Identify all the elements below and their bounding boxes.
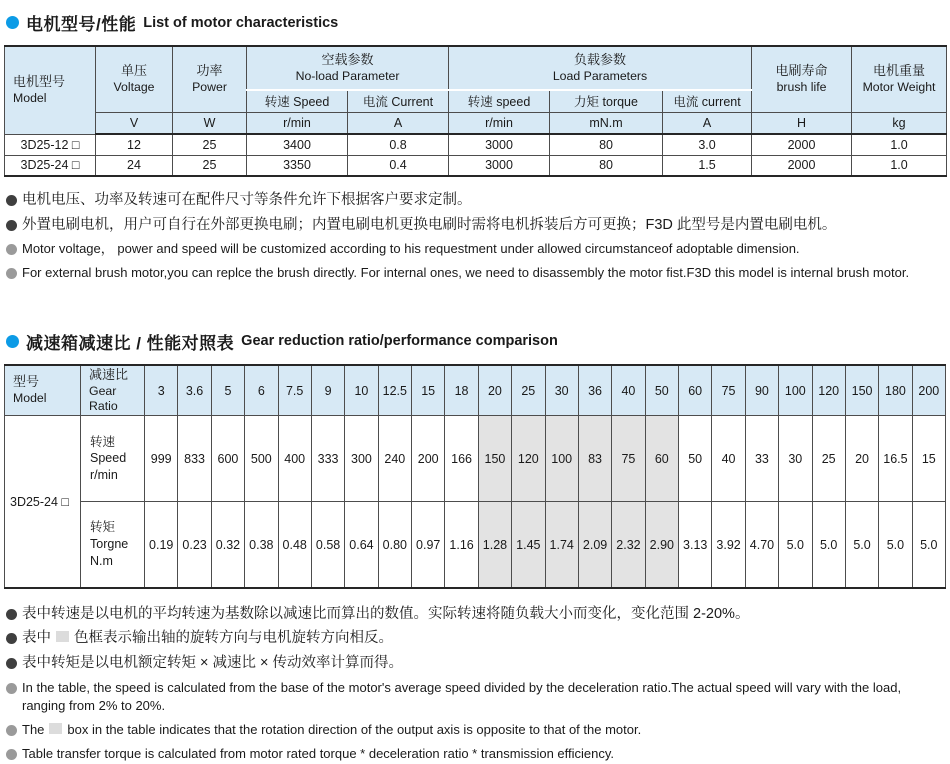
gray-bullet-icon [6, 683, 17, 694]
power-cell: 25 [173, 155, 247, 176]
gray-box-swatch [56, 631, 69, 642]
speed-value-cell: 15 [912, 416, 945, 502]
speed-value-cell: 999 [145, 416, 178, 502]
speed-value-cell: 25 [812, 416, 845, 502]
torque-value-cell: 5.0 [845, 502, 878, 588]
speed-value-cell: 16.5 [879, 416, 912, 502]
unit-voltage: V [96, 112, 173, 134]
torque-value-cell: 1.28 [478, 502, 511, 588]
torque-value-cell: 5.0 [779, 502, 812, 588]
ratio-col-header-120: 120 [812, 365, 845, 416]
dark-bullet-icon [6, 195, 17, 206]
section1-notes [6, 191, 946, 283]
gray-bullet-icon [6, 725, 17, 736]
note-line [6, 191, 946, 211]
speed-value-cell: 200 [412, 416, 445, 502]
gray-bullet-icon [6, 244, 17, 255]
torque-value-cell: 3.92 [712, 502, 745, 588]
load-speed-cell: 3000 [449, 134, 550, 155]
torque-value-cell: 5.0 [879, 502, 912, 588]
unit-noload-current: A [348, 112, 449, 134]
dark-bullet-icon [6, 658, 17, 669]
gray-box-swatch [49, 723, 62, 734]
torque-value-cell: 5.0 [812, 502, 845, 588]
torque-value-cell: 0.23 [178, 502, 211, 588]
section1-title-zh: 电机型号/性能 [26, 15, 137, 34]
col-header-motor-weight: 电机重量 Motor Weight [852, 46, 947, 112]
ratio-col-header-15: 15 [412, 365, 445, 416]
load-torque-cell: 80 [550, 155, 663, 176]
speed-value-cell: 75 [612, 416, 645, 502]
blue-bullet-icon [6, 335, 19, 348]
col-header-voltage: 单压 Voltage [96, 46, 173, 112]
ratio-col-header-60: 60 [679, 365, 712, 416]
speed-value-cell: 300 [345, 416, 378, 502]
noload-speed-cell: 3350 [247, 155, 348, 176]
load-current-cell: 3.0 [663, 134, 752, 155]
torque-value-cell: 1.45 [512, 502, 545, 588]
ratio-col-header-150: 150 [845, 365, 878, 416]
load-current-cell: 1.5 [663, 155, 752, 176]
speed-value-cell: 33 [745, 416, 778, 502]
load-speed-cell: 3000 [449, 155, 550, 176]
note-text: Table transfer torque is calculated from motor rated torque * deceleration ratio * transmission efficiency. [22, 746, 615, 762]
ratio-col-header-200: 200 [912, 365, 945, 416]
torque-value-cell: 2.09 [578, 502, 611, 588]
table-row [5, 134, 947, 155]
speed-value-cell: 83 [578, 416, 611, 502]
col-header-model2: 型号 Model [5, 365, 81, 416]
torque-value-cell: 1.74 [545, 502, 578, 588]
ratio-col-header-3.6: 3.6 [178, 365, 211, 416]
note-line [6, 240, 946, 259]
dark-bullet-icon [6, 609, 17, 620]
note-text: In the table, the speed is calculated from the base of the motor's average speed divided by the deceleration ratio.The actual speed will vary with the load, ranging from 2% to 20%. [22, 679, 902, 714]
torque-value-cell: 0.48 [278, 502, 311, 588]
ratio-col-header-25: 25 [512, 365, 545, 416]
voltage-cell: 12 [96, 134, 173, 155]
table-row [5, 155, 947, 176]
gear-reduction-table [4, 364, 946, 589]
speed-value-cell: 400 [278, 416, 311, 502]
speed-value-cell: 120 [512, 416, 545, 502]
torque-value-cell: 0.97 [412, 502, 445, 588]
note-line [6, 745, 946, 764]
note-text: 表中转速是以电机的平均转速为基数除以减速比而算出的数值。实际转速将随负载大小而变化，变化范围 2-20%。 [22, 605, 750, 622]
torque-value-cell: 5.0 [912, 502, 945, 588]
ratio-col-header-30: 30 [545, 365, 578, 416]
torque-row [5, 502, 946, 588]
noload-speed-cell: 3400 [247, 134, 348, 155]
unit-load-speed: r/min [449, 112, 550, 134]
torque-row-label: 转矩 Torgne N.m [81, 502, 145, 588]
section2-title [6, 329, 946, 354]
brush-life-cell: 2000 [752, 134, 852, 155]
ratio-col-header-100: 100 [779, 365, 812, 416]
model-cell: 3D25-12 □ [5, 134, 96, 155]
motor-weight-cell: 1.0 [852, 155, 947, 176]
model-cell: 3D25-24 □ [5, 155, 96, 176]
torque-value-cell: 0.19 [145, 502, 178, 588]
dark-bullet-icon [6, 633, 17, 644]
power-cell: 25 [173, 134, 247, 155]
speed-value-cell: 30 [779, 416, 812, 502]
torque-value-cell: 2.90 [645, 502, 678, 588]
note-text: 表中转矩是以电机额定转矩 × 减速比 × 传动效率计算而得。 [22, 655, 404, 672]
ratio-col-header-10: 10 [345, 365, 378, 416]
note-line [6, 721, 946, 740]
speed-value-cell: 100 [545, 416, 578, 502]
noload-current-cell: 0.4 [348, 155, 449, 176]
note-line [6, 679, 946, 717]
subheader-load-current: 电流 current [663, 90, 752, 112]
torque-value-cell: 1.16 [445, 502, 478, 588]
ratio-col-header-20: 20 [478, 365, 511, 416]
group-header-load: 负载参数 Load Parameters [449, 46, 752, 90]
speed-value-cell: 60 [645, 416, 678, 502]
ratio-col-header-3: 3 [145, 365, 178, 416]
note-text: Motor voltage， power and speed will be customized according to his requestment under allowed circumstanceof adoptable dimension. [22, 241, 800, 257]
subheader-load-speed: 转速 speed [449, 90, 550, 112]
load-torque-cell: 80 [550, 134, 663, 155]
note-line [6, 629, 946, 649]
speed-value-cell: 333 [311, 416, 344, 502]
ratio-col-header-36: 36 [578, 365, 611, 416]
subheader-load-torque: 力矩 torque [550, 90, 663, 112]
voltage-cell: 24 [96, 155, 173, 176]
speed-value-cell: 40 [712, 416, 745, 502]
blue-bullet-icon [6, 16, 19, 29]
speed-row [5, 416, 946, 502]
note-text: 电机电压、功率及转速可在配件尺寸等条件允许下根据客户要求定制。 [22, 192, 472, 208]
gray-bullet-icon [6, 749, 17, 760]
ratio-col-header-180: 180 [879, 365, 912, 416]
section2-title-en: Gear reduction ratio/performance comparison [241, 333, 558, 350]
ratio-col-header-9: 9 [311, 365, 344, 416]
ratio-col-header-18: 18 [445, 365, 478, 416]
torque-value-cell: 0.58 [311, 502, 344, 588]
col-header-model: 电机型号 Model [5, 46, 96, 134]
speed-value-cell: 166 [445, 416, 478, 502]
note-text: The box in the table indicates that the rotation direction of the output axis is opposite to that of the motor. [22, 722, 642, 738]
note-line [6, 216, 946, 236]
note-text: 表中 色框表示输出轴的旋转方向与电机旋转方向相反。 [22, 630, 393, 647]
gray-bullet-icon [6, 268, 17, 279]
speed-value-cell: 150 [478, 416, 511, 502]
motor-weight-cell: 1.0 [852, 134, 947, 155]
section2-title-zh: 减速箱减速比 / 性能对照表 [26, 333, 235, 353]
note-line [6, 264, 946, 283]
torque-value-cell: 3.13 [679, 502, 712, 588]
speed-value-cell: 50 [679, 416, 712, 502]
torque-value-cell: 4.70 [745, 502, 778, 588]
ratio-col-header-12.5: 12.5 [378, 365, 411, 416]
speed-value-cell: 240 [378, 416, 411, 502]
section1-title-en: List of motor characteristics [143, 14, 339, 31]
motor-characteristics-table [4, 45, 947, 177]
speed-value-cell: 833 [178, 416, 211, 502]
ratio-col-header-75: 75 [712, 365, 745, 416]
note-text: 外置电刷电机，用户可自行在外部更换电刷；内置电刷电机更换电刷时需将电机拆装后方可更换；F3D 此型号是内置电刷电机。 [22, 216, 837, 233]
speed-value-cell: 600 [211, 416, 244, 502]
speed-value-cell: 500 [245, 416, 278, 502]
speed-row-label: 转速 Speed r/min [81, 416, 145, 502]
unit-brush-life: H [752, 112, 852, 134]
subheader-noload-current: 电流 Current [348, 90, 449, 112]
unit-noload-speed: r/min [247, 112, 348, 134]
col-header-gear-ratio: 减速比 Gear Ratio [81, 365, 145, 416]
group-header-noload: 空载参数 No-load Parameter [247, 46, 449, 90]
ratio-col-header-50: 50 [645, 365, 678, 416]
section2-notes [6, 605, 946, 764]
dark-bullet-icon [6, 220, 17, 231]
ratio-col-header-7.5: 7.5 [278, 365, 311, 416]
torque-value-cell: 2.32 [612, 502, 645, 588]
noload-current-cell: 0.8 [348, 134, 449, 155]
ratio-col-header-5: 5 [211, 365, 244, 416]
torque-value-cell: 0.32 [211, 502, 244, 588]
note-line [6, 605, 946, 625]
note-line [6, 654, 946, 674]
model-cell: 3D25-24 □ [5, 416, 81, 588]
speed-value-cell: 20 [845, 416, 878, 502]
col-header-brush-life: 电刷寿命 brush life [752, 46, 852, 112]
brush-life-cell: 2000 [752, 155, 852, 176]
col-header-power: 功率 Power [173, 46, 247, 112]
torque-value-cell: 0.38 [245, 502, 278, 588]
unit-load-current: A [663, 112, 752, 134]
ratio-col-header-90: 90 [745, 365, 778, 416]
subheader-noload-speed: 转速 Speed [247, 90, 348, 112]
unit-load-torque: mN.m [550, 112, 663, 134]
note-text: For external brush motor,you can replce the brush directly. For internal ones, we need to disassembly the motor fist.F3D this model is internal brush motor. [22, 264, 910, 280]
unit-power: W [173, 112, 247, 134]
ratio-col-header-40: 40 [612, 365, 645, 416]
torque-value-cell: 0.80 [378, 502, 411, 588]
torque-value-cell: 0.64 [345, 502, 378, 588]
section1-title [6, 10, 946, 35]
unit-motor-weight: kg [852, 112, 947, 134]
ratio-col-header-6: 6 [245, 365, 278, 416]
